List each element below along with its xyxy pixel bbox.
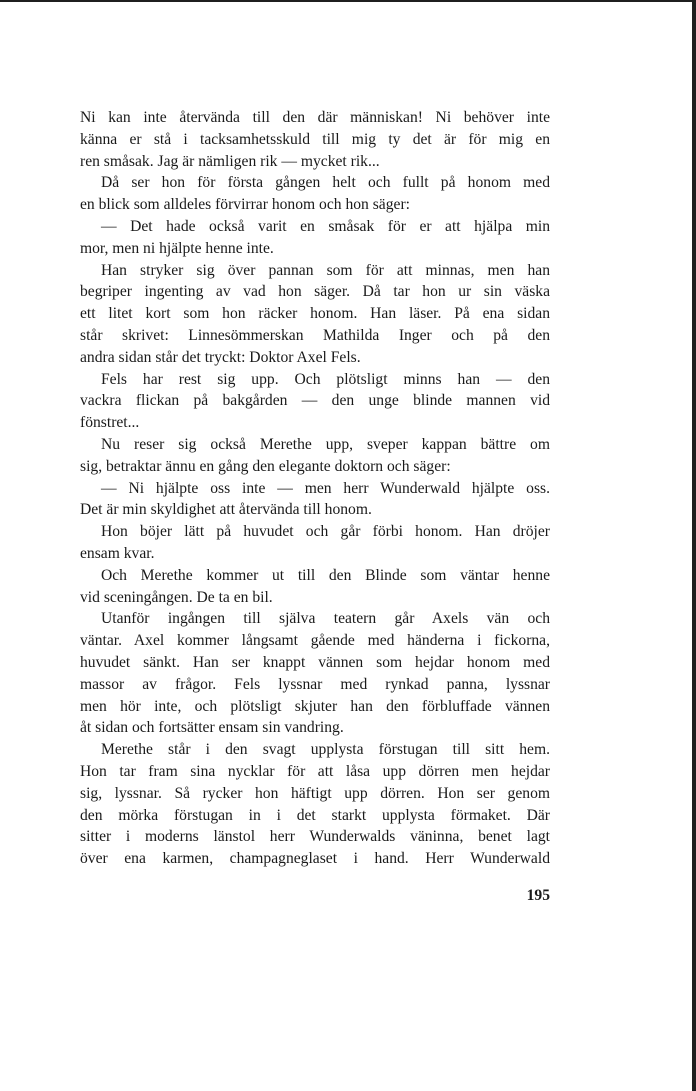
text-line: mor, men ni hjälpte henne inte. [80, 239, 274, 257]
text-line: Hon tar fram sina nycklar för att låsa upp dörren men hejdar [80, 762, 550, 780]
text-line: Merethe står i den svagt upplysta förstugan till sitt hem. [101, 741, 550, 759]
text-line: känna er stå i tacksamhetsskuld till mig ty det är för mig en [80, 130, 550, 148]
text-line: Nu reser sig också Merethe upp, sveper kappan bättre om [101, 435, 550, 453]
text-line: begriper ingenting av vad hon säger. Då tar hon ur sin väska [80, 283, 550, 301]
text-line: Då ser hon för första gången helt och fullt på honom med [101, 174, 550, 192]
text-line: massor av frågor. Fels lyssnar med rynkad panna, lyssnar [80, 675, 550, 693]
text-line: — Det hade också varit en småsak för er att hjälpa min [101, 217, 550, 235]
text-line: ett litet kort som hon räcker honom. Han läser. På ena sidan [80, 305, 550, 323]
text-line: Hon böjer lätt på huvudet och går förbi honom. Han dröjer [101, 523, 550, 541]
page-right-edge [692, 0, 696, 1091]
text-line: — Ni hjälpte oss inte — men herr Wunderwald hjälpte oss. [101, 479, 550, 497]
text-line: Ni kan inte återvända till den där människan! Ni behöver inte [80, 109, 550, 126]
page-top-edge [0, 0, 696, 2]
text-line: ren småsak. Jag är nämligen rik — mycket rik... [80, 152, 380, 170]
text-line: vackra flickan på bakgården — den unge blinde mannen vid [80, 392, 550, 410]
text-line: över ena karmen, champagneglaset i hand. Herr Wunderwald [80, 850, 550, 868]
text-line: en blick som alldeles förvirrar honom och hon säger: [80, 196, 410, 214]
text-line: väntar. Axel kommer långsamt gående med händerna i fickorna, [80, 632, 550, 650]
text-line: sig, lyssnar. Så rycker hon häftigt upp dörren. Hon ser genom [80, 784, 550, 802]
text-line: andra sidan står det tryckt: Doktor Axel Fels. [80, 348, 361, 366]
text-line: Han stryker sig över pannan som för att minnas, men han [101, 261, 550, 279]
text-line: Det är min skyldighet att återvända till honom. [80, 501, 372, 519]
body-text [80, 107, 550, 870]
text-line: Utanför ingången till själva teatern går Axels vän och [101, 610, 550, 628]
text-line: fönstret... [80, 414, 140, 432]
text-line: Fels har rest sig upp. Och plötsligt minns han — den [101, 370, 550, 388]
text-line: huvudet sänkt. Han ser knappt vännen som hejdar honom med [80, 653, 550, 671]
text-line: vid sceningången. De ta en bil. [80, 588, 273, 606]
text-line: ensam kvar. [80, 544, 155, 562]
text-line: sitter i moderns länstol herr Wunderwalds väninna, benet lagt [80, 828, 550, 846]
text-line: Och Merethe kommer ut till den Blinde som väntar henne [101, 566, 550, 584]
text-line: sig, betraktar ännu en gång den elegante doktorn och säger: [80, 457, 451, 475]
text-line: åt sidan och fortsätter ensam sin vandring. [80, 719, 344, 737]
text-line: men hör inte, och plötsligt skjuter han den förbluffade vännen [80, 697, 550, 715]
text-line: den mörka förstugan in i det starkt upplysta förmaket. Där [80, 806, 550, 824]
text-line: står skrivet: Linnesömmerskan Mathilda Inger och på den [80, 326, 550, 344]
page-number: 195 [526, 887, 550, 904]
